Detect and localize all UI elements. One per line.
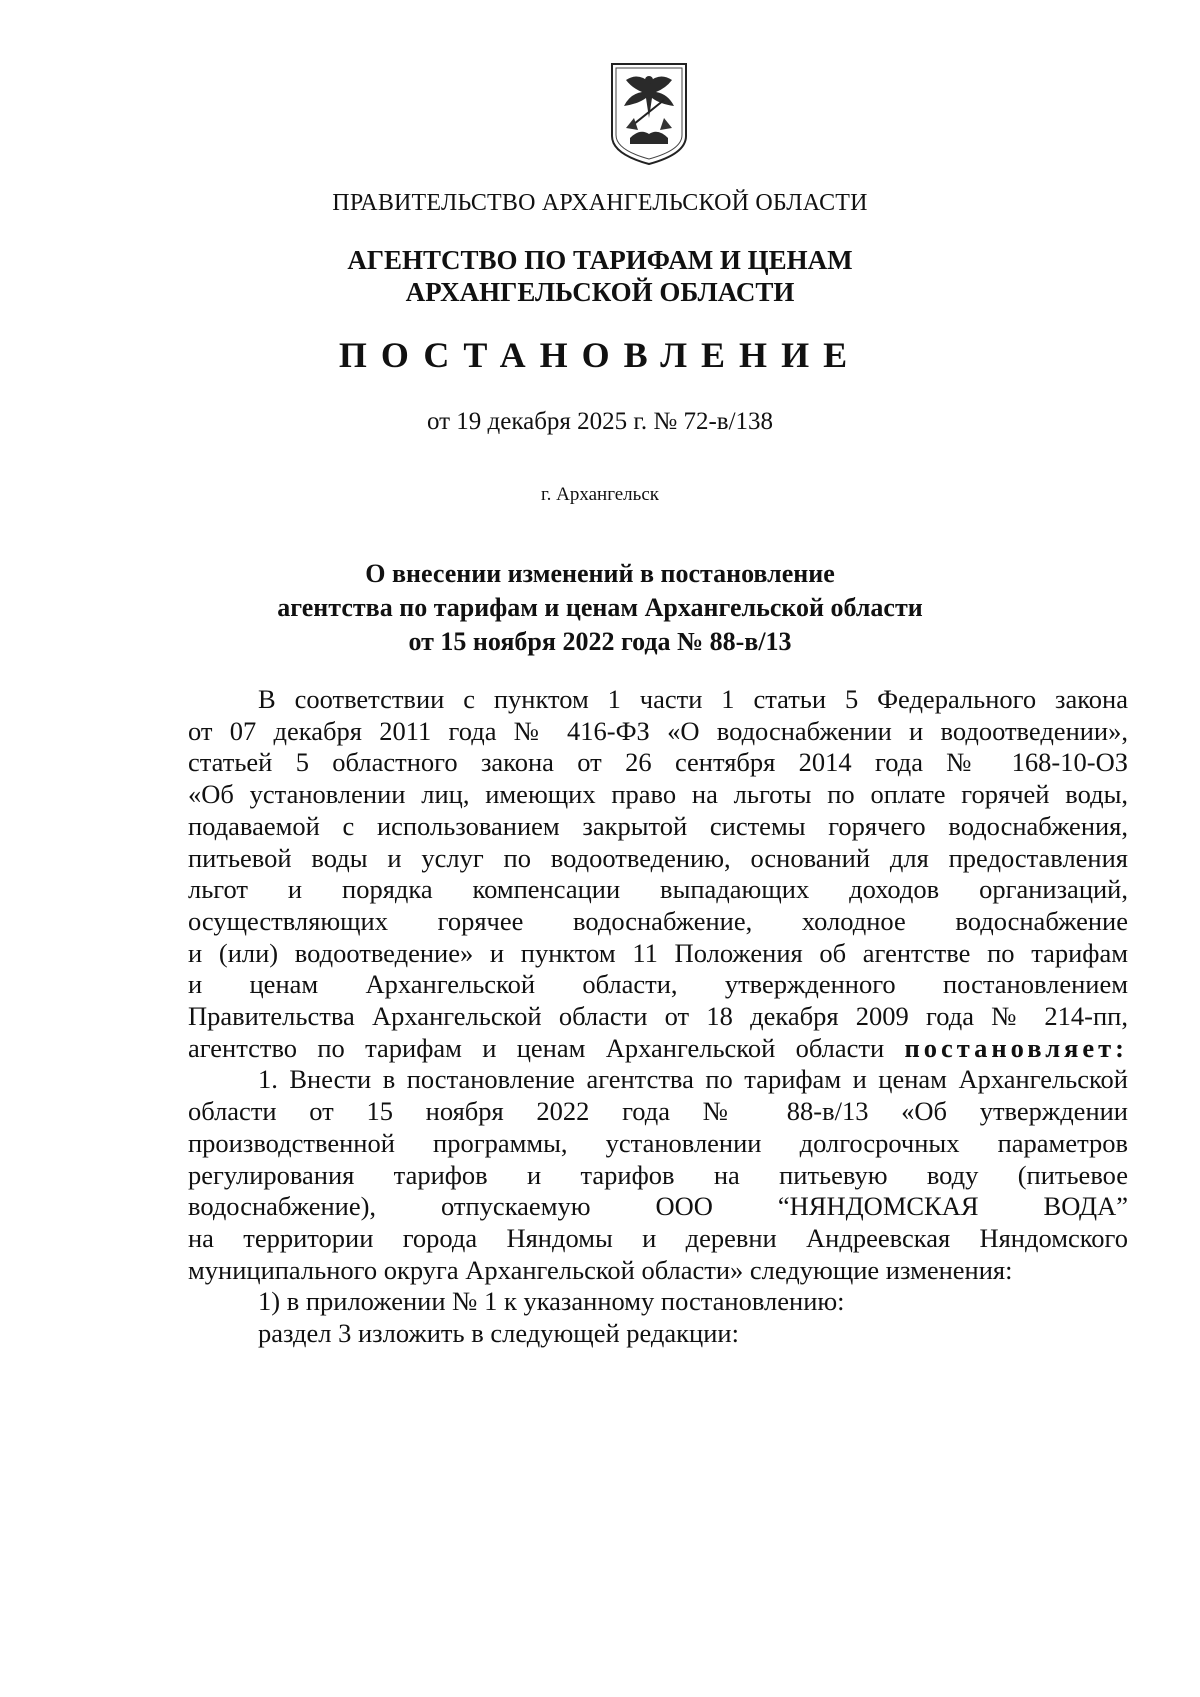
subitem-1-line: 1) в приложении № 1 к указанному постановлению: xyxy=(258,1286,845,1317)
preamble-paragraph xyxy=(188,684,1128,1064)
resolves-word: постановляет: xyxy=(904,1032,1128,1063)
preamble-line: осуществляющих горячее водоснабжение, холодное водоснабжение xyxy=(188,905,1128,936)
subject-line2: агентства по тарифам и ценам Архангельской области xyxy=(277,593,923,622)
preamble-line: «Об установлении лиц, имеющих право на льготы по оплате горячей воды, xyxy=(188,779,1128,810)
section-3-line: раздел 3 изложить в следующей редакции: xyxy=(258,1318,739,1349)
item-1-line: производственной программы, установлении долгосрочных параметров xyxy=(188,1127,1128,1158)
item-1-line: водоснабжение), отпускаемую ООО “НЯНДОМСКАЯ ВОДА” xyxy=(188,1191,1128,1222)
coat-of-arms-emblem xyxy=(608,58,690,168)
government-heading: ПРАВИТЕЛЬСТВО АРХАНГЕЛЬСКОЙ ОБЛАСТИ xyxy=(332,190,868,216)
document-date-number: от 19 декабря 2025 г. № 72-в/138 xyxy=(426,408,774,435)
item-1-line: 1. Внести в постановление агентства по тарифам и ценам Архангельской xyxy=(258,1064,1128,1095)
preamble-line: питьевой воды и услуг по водоотведению, оснований для предоставления xyxy=(188,842,1128,873)
document-type-title: ПОСТАНОВЛЕНИЕ xyxy=(338,335,862,375)
item-1-paragraph xyxy=(188,1064,1128,1286)
document-city: г. Архангельск xyxy=(540,484,659,505)
preamble-line: и (или) водоотведение» и пунктом 11 Положения об агентстве по тарифам xyxy=(188,937,1128,968)
document-body xyxy=(188,684,1128,1350)
preamble-line: Правительства Архангельской области от 18 декабря 2009 года № 214-пп, xyxy=(188,1001,1128,1032)
subitem-1-paragraph xyxy=(188,1286,1128,1318)
preamble-line-final xyxy=(188,1033,1128,1065)
preamble-line: льгот и порядка компенсации выпадающих доходов организаций, xyxy=(188,874,1128,905)
item-1-line: на территории города Няндомы и деревни Андреевская Няндомского xyxy=(188,1222,1128,1253)
item-1-line: муниципального округа Архангельской области» следующие изменения: xyxy=(188,1254,1013,1285)
preamble-line: и ценам Архангельской области, утвержденного постановлением xyxy=(188,969,1128,1000)
document-subject xyxy=(0,557,1200,659)
section-3-paragraph xyxy=(188,1318,1128,1350)
agency-heading-line1: АГЕНТСТВО ПО ТАРИФАМ И ЦЕНАМ xyxy=(347,245,853,275)
subject-line3: от 15 ноября 2022 года № 88-в/13 xyxy=(408,627,792,656)
preamble-text: агентство по тарифам и ценам Архангельской области xyxy=(188,1032,885,1063)
preamble-line: подаваемой с использованием закрытой системы горячего водоснабжения, xyxy=(188,810,1128,841)
agency-heading-line2: АРХАНГЕЛЬСКОЙ ОБЛАСТИ xyxy=(405,277,795,307)
item-1-line: регулирования тарифов и тарифов на питьевую воду (питьевое xyxy=(188,1159,1128,1190)
agency-heading xyxy=(0,244,1200,308)
preamble-line: статьей 5 областного закона от 26 сентября 2014 года № 168-10-ОЗ xyxy=(188,747,1128,778)
item-1-line: области от 15 ноября 2022 года № 88-в/13 «Об утверждении xyxy=(188,1096,1128,1127)
preamble-line: В соответствии с пунктом 1 части 1 статьи 5 Федерального закона xyxy=(258,684,1128,714)
preamble-line: от 07 декабря 2011 года № 416-ФЗ «О водоснабжении и водоотведении», xyxy=(188,715,1128,746)
subject-line1: О внесении изменений в постановление xyxy=(365,559,835,588)
